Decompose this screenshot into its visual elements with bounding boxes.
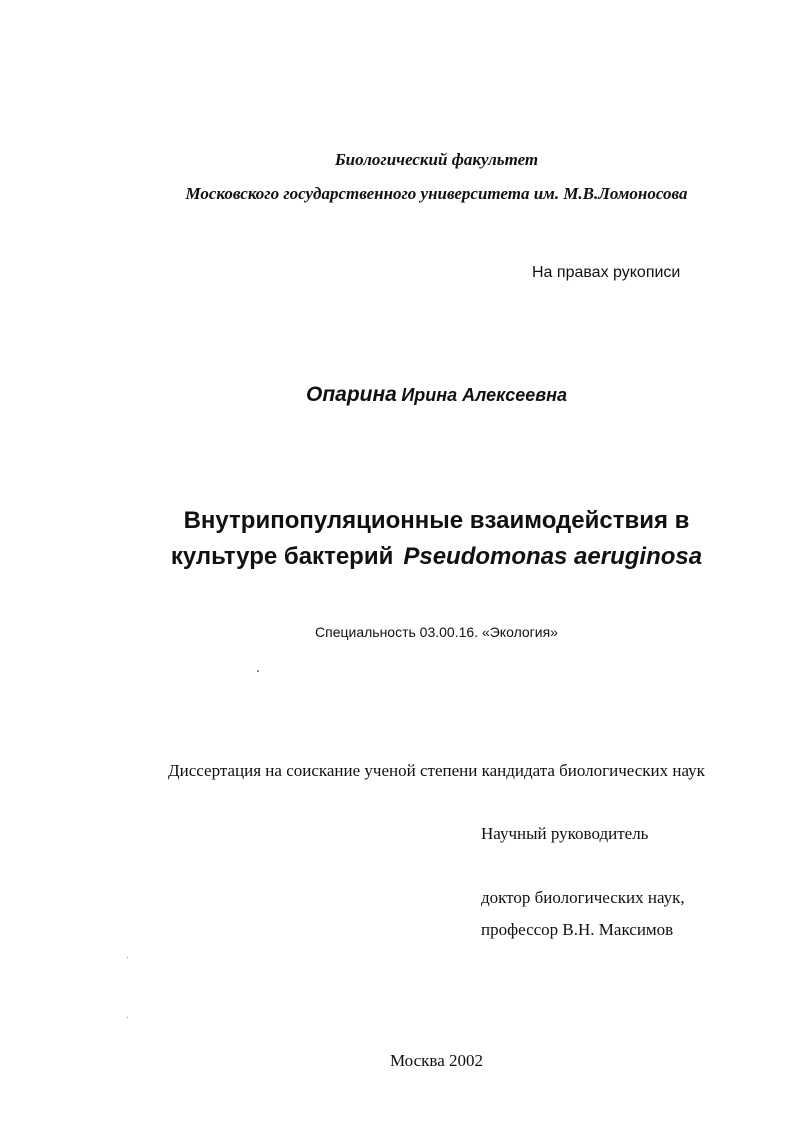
scan-speck xyxy=(127,957,128,958)
thesis-title-prefix: культуре бактерий xyxy=(170,543,394,570)
faculty-name: Биологический факультет xyxy=(334,150,539,169)
speciality: Специальность 03.00.16. «Экология» xyxy=(315,624,558,640)
place-and-year: Москва 2002 xyxy=(389,1051,484,1070)
supervisor-name: профессор В.Н. Максимов xyxy=(481,920,674,939)
author-given-names: Ирина Алексеевна xyxy=(401,385,568,405)
scan-speck xyxy=(127,1017,128,1018)
author-name xyxy=(0,383,793,407)
university-name: Московского государственного университета им. М.В.Ломоносова xyxy=(185,184,688,203)
dissertation-statement: Диссертация на соискание ученой степени кандидата биологических наук xyxy=(168,761,705,780)
scan-speck xyxy=(257,670,259,672)
thesis-title-line2 xyxy=(0,543,793,571)
manuscript-note: На правах рукописи xyxy=(532,264,681,281)
species-name: Pseudomonas aeruginosa xyxy=(403,543,703,570)
supervisor-degree: доктор биологических наук, xyxy=(481,888,685,907)
supervisor-label: Научный руководитель xyxy=(481,824,649,843)
author-surname: Опарина xyxy=(305,383,397,406)
thesis-title-line1: Внутрипопуляционные взаимодействия в xyxy=(183,507,690,534)
